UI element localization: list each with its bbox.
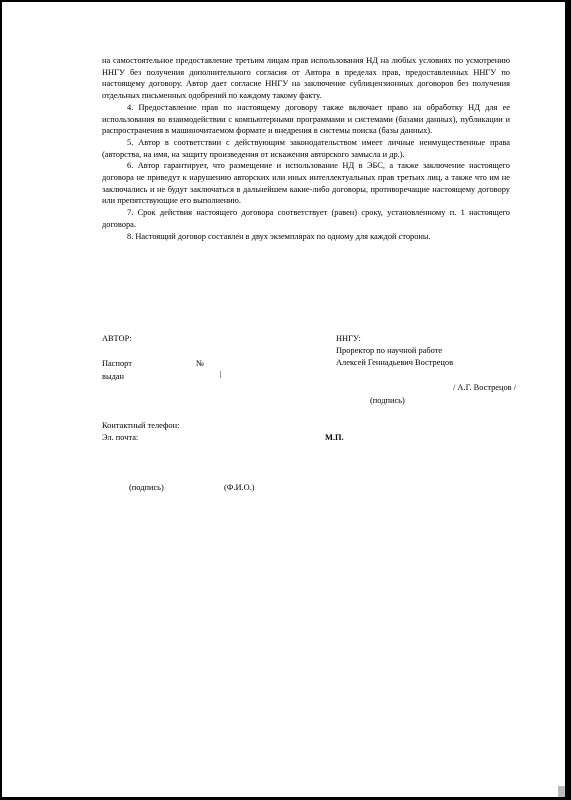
page-border-right bbox=[565, 0, 571, 800]
contract-paragraph-4: 4. Предоставление прав по настоящему договору также включает право на обработку НД для ее использования во взаимодействии с компьютерными программами и системами (базами данных), публикации и распространения в машиночитаемом формате и внедрения в системы поиска (базы данных). bbox=[102, 102, 510, 136]
contract-paragraph-3-continuation: на самостоятельное предоставление третьим лицам прав использования НД на любых условиях по усмотрению ННГУ без получения дополнительного согласия от Автора в пределах прав, предоставленных ННГУ по настоящему договору. Автор дает согласие ННГУ на заключение сублицензионных договоров без получения отдельных письменных одобрений по каждому такому факту. bbox=[102, 56, 510, 101]
contract-paragraph-6: 6. Автор гарантирует, что размещение и использование НД в ЭБС, а также заключение настоящего договора не приведут к нарушению авторских или иных интеллектуальных прав третьих лиц, а также что им не заключались и не будут заключаться в дальнейшем какие-либо договоры, противоречащие настоящему договору или препятствующие его выполнению. bbox=[102, 161, 510, 206]
author-fio-caption: (Ф.И.О.) bbox=[224, 483, 255, 492]
passport-label: Паспорт bbox=[102, 359, 132, 368]
passport-issued-label: выдан bbox=[102, 372, 125, 381]
contract-body bbox=[102, 55, 510, 242]
page-border-left bbox=[0, 0, 2, 800]
contract-paragraph-8: 8. Настоящий договор составлен в двух экземплярах по одному для каждой стороны. bbox=[127, 231, 431, 241]
university-representative-name: Алексей Геннадьевич Вострецов bbox=[336, 358, 454, 367]
university-signature-caption: (подпись) bbox=[370, 396, 405, 405]
passport-number-label: № bbox=[196, 359, 204, 368]
author-signature-caption: (подпись) bbox=[129, 483, 164, 492]
page-corner bbox=[558, 786, 565, 797]
author-heading: АВТОР: bbox=[102, 334, 132, 343]
author-email-label: Эл. почта: bbox=[102, 433, 139, 442]
author-phone-label: Контактный телефон: bbox=[102, 421, 180, 430]
university-seal-label: М.П. bbox=[325, 433, 344, 442]
page-border-top bbox=[0, 0, 571, 2]
university-signature-line: / А.Г. Вострецов / bbox=[453, 383, 517, 392]
university-position: Проректор по научной работе bbox=[336, 346, 443, 355]
university-heading: ННГУ: bbox=[336, 334, 361, 343]
contract-paragraph-7: 7. Срок действия настоящего договора соответствует (равен) сроку, установленному п. 1 настоящего договора. bbox=[102, 208, 510, 229]
field-mark bbox=[220, 371, 221, 378]
contract-paragraph-5: 5. Автор в соответствии с действующим законодательством имеет личные неимущественные права (авторства, на имя, на защиту произведения от искажения авторского замысла и др.). bbox=[102, 137, 510, 159]
